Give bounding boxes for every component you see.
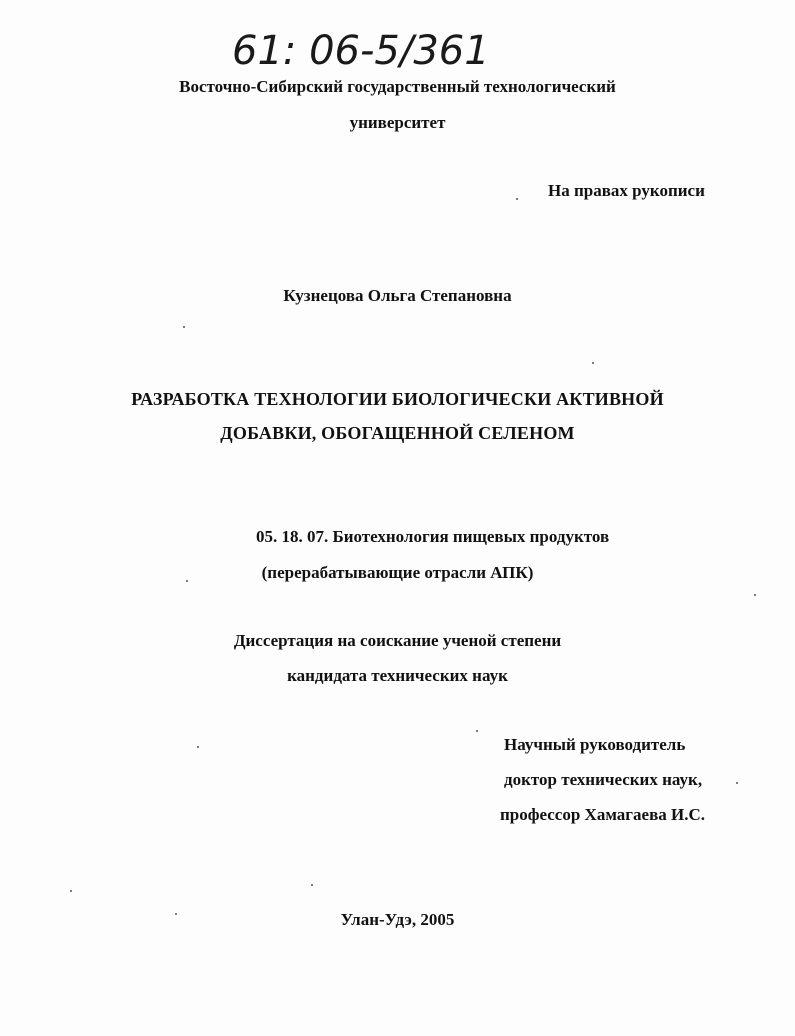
degree-line-1: Диссертация на соискание ученой степени (233, 631, 562, 650)
scan-speck (175, 913, 177, 915)
institution-line-1: Восточно-Сибирский государственный технологический (179, 77, 616, 96)
scan-speck (516, 198, 518, 200)
scan-speck (736, 782, 738, 784)
title-line-2: ДОБАВКИ, ОБОГАЩЕННОЙ СЕЛЕНОМ (220, 423, 575, 443)
title-line-1: РАЗРАБОТКА ТЕХНОЛОГИИ БИОЛОГИЧЕСКИ АКТИВНОЙ (131, 389, 664, 409)
scan-speck (183, 326, 185, 328)
supervisor-line-2: доктор технических наук, (504, 770, 703, 789)
scan-speck (754, 594, 756, 596)
scan-speck (197, 746, 199, 748)
handwritten-archive-number (228, 14, 518, 76)
degree-line-2: кандидата технических наук (287, 666, 508, 685)
specialty-line-1: 05. 18. 07. Биотехнология пищевых продуктов (256, 527, 610, 546)
rights-note: На правах рукописи (548, 181, 705, 200)
archive-number-text: 61: 06-5/361 (232, 28, 490, 74)
city-year: Улан-Удэ, 2005 (340, 910, 455, 929)
institution-line-2: университет (349, 113, 446, 132)
scan-speck (476, 730, 478, 732)
scan-speck (311, 884, 313, 886)
specialty-line-2: (перерабатывающие отрасли АПК) (261, 563, 534, 582)
scan-speck (592, 362, 594, 364)
scan-speck (186, 580, 188, 582)
supervisor-line-1: Научный руководитель (504, 735, 686, 754)
author-name: Кузнецова Ольга Степановна (283, 286, 512, 305)
scan-speck (70, 890, 72, 892)
supervisor-line-3: профессор Хамагаева И.С. (500, 805, 705, 824)
